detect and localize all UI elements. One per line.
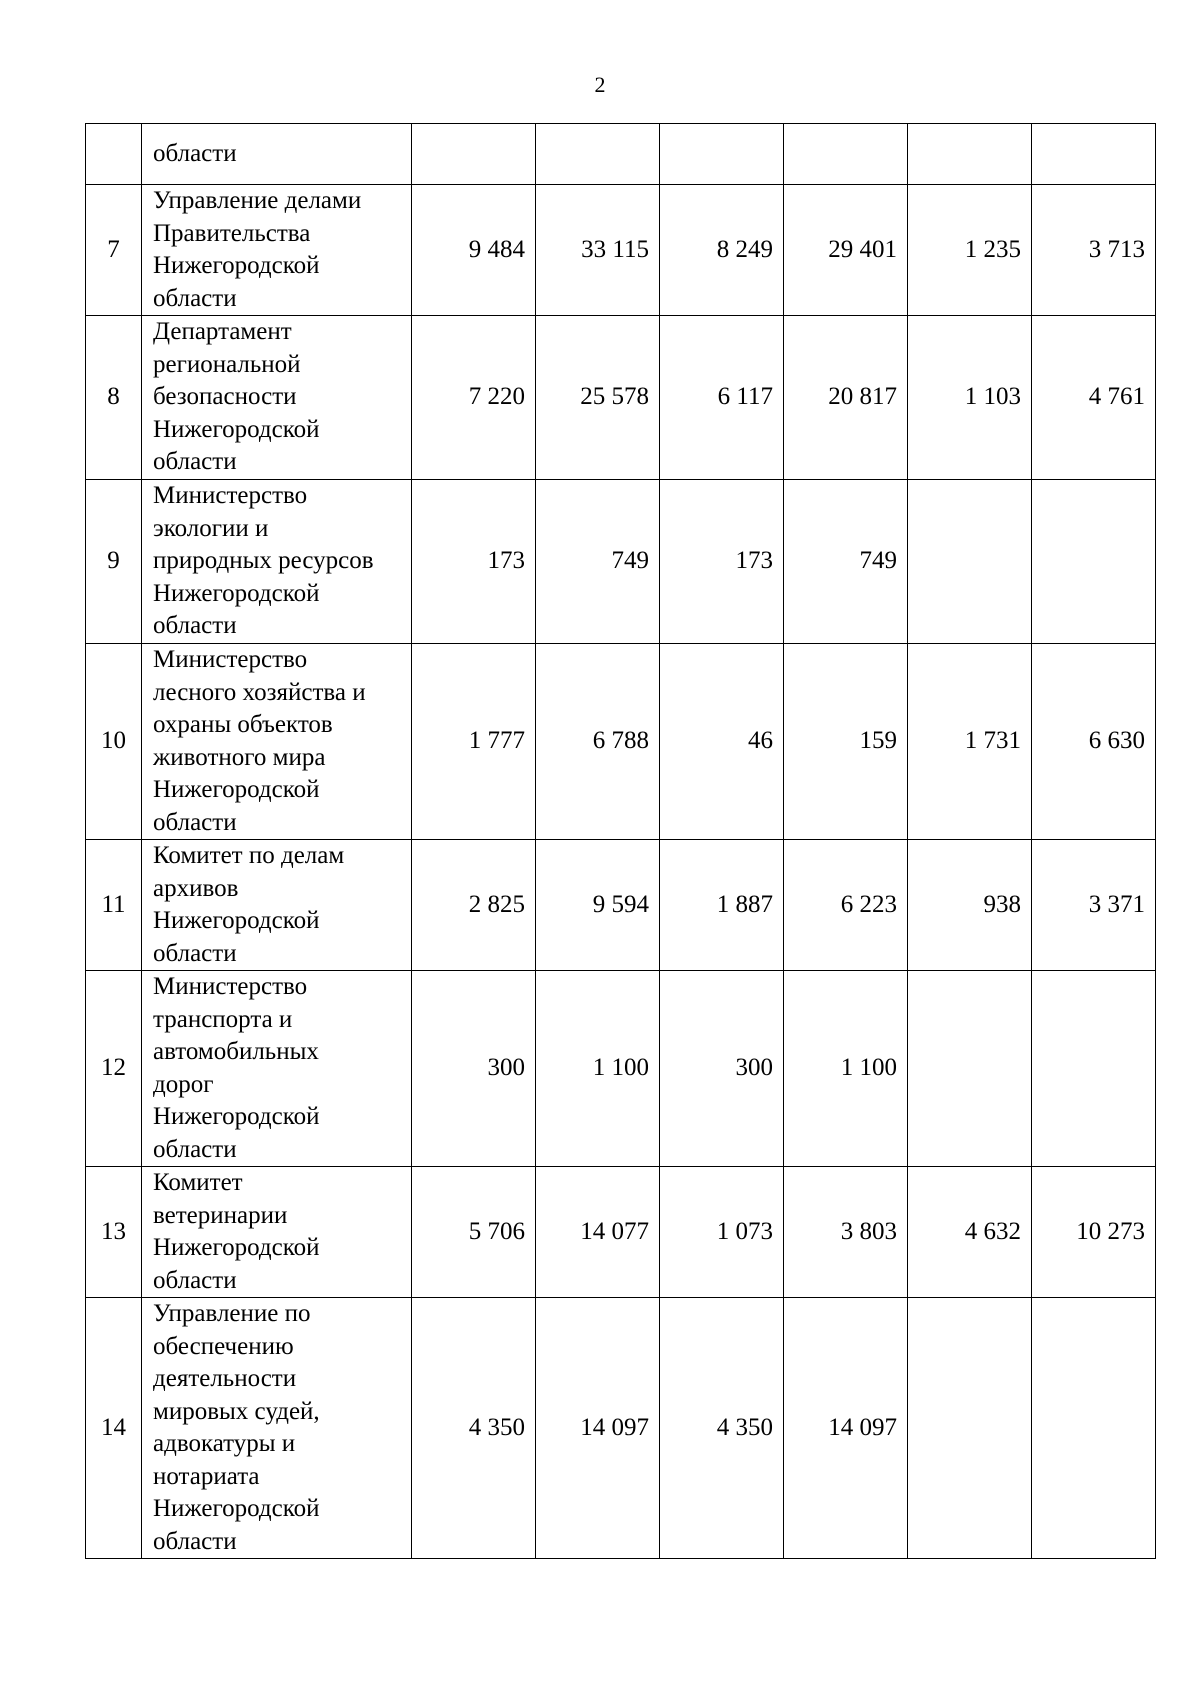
- organization-name-line: Правительства: [153, 219, 311, 247]
- budget-table: [85, 123, 1156, 1559]
- organization-name-line: адвокатуры и: [153, 1430, 296, 1457]
- organization-name-line: области: [153, 1266, 237, 1294]
- organization-name-line: области: [153, 1527, 237, 1555]
- organization-name-line: области: [153, 1135, 237, 1163]
- row-number-cell: 14: [86, 1298, 142, 1559]
- organization-name-line: региональной: [153, 350, 301, 378]
- value-cell-col-3: 46: [660, 644, 784, 840]
- value-cell-col-5: [908, 971, 1032, 1167]
- value-cell-col-5: 4 632: [908, 1167, 1032, 1298]
- value-cell-col-6: 3 713: [1032, 185, 1156, 316]
- table-row: [86, 644, 1156, 840]
- organization-name-cell: [142, 316, 412, 480]
- value-cell-col-6: 10 273: [1032, 1167, 1156, 1298]
- value-cell-col-2: 1 100: [536, 971, 660, 1167]
- value-cell-col-6: [1032, 971, 1156, 1167]
- value-cell-col-3: 4 350: [660, 1298, 784, 1559]
- organization-name-line: области: [153, 139, 237, 167]
- value-cell-col-6: 6 630: [1032, 644, 1156, 840]
- value-cell-col-2: 749: [536, 480, 660, 644]
- value-cell-col-5: 1 235: [908, 185, 1032, 316]
- organization-name-line: мировых судей,: [153, 1397, 320, 1425]
- organization-name-line: Нижегородской: [153, 1234, 320, 1261]
- value-cell-col-1: 173: [412, 480, 536, 644]
- organization-name-line: Нижегородской: [153, 415, 320, 443]
- organization-name-cell: [142, 971, 412, 1167]
- value-cell-col-1: 2 825: [412, 840, 536, 971]
- row-number-cell: 13: [86, 1167, 142, 1298]
- table-row: [86, 316, 1156, 480]
- table-row: [86, 840, 1156, 971]
- value-cell-col-6: [1032, 480, 1156, 644]
- organization-name-line: Нижегородской: [153, 907, 320, 934]
- value-cell-col-1: 1 777: [412, 644, 536, 840]
- value-cell-col-4: 6 223: [784, 840, 908, 971]
- value-cell-col-5: 1 103: [908, 316, 1032, 480]
- organization-name-line: нотариата: [153, 1462, 260, 1490]
- table-row: [86, 1298, 1156, 1559]
- value-cell-col-2: 6 788: [536, 644, 660, 840]
- organization-name-cell: [142, 644, 412, 840]
- organization-name-line: безопасности: [153, 383, 297, 411]
- organization-name-line: Управление делами: [153, 187, 362, 214]
- value-cell-col-4: [784, 124, 908, 185]
- value-cell-col-6: [1032, 124, 1156, 185]
- value-cell-col-1: [412, 124, 536, 185]
- table-row: [86, 971, 1156, 1167]
- organization-name-cell: [142, 480, 412, 644]
- value-cell-col-6: [1032, 1298, 1156, 1559]
- organization-name-line: природных ресурсов: [153, 547, 374, 575]
- organization-name-line: Комитет по делам: [153, 842, 345, 869]
- value-cell-col-5: 1 731: [908, 644, 1032, 840]
- value-cell-col-1: 9 484: [412, 185, 536, 316]
- value-cell-col-4: 1 100: [784, 971, 908, 1167]
- page-number: 2: [594, 72, 606, 97]
- organization-name-line: обеспечению: [153, 1332, 294, 1360]
- organization-name-line: дорог: [153, 1070, 214, 1098]
- value-cell-col-3: 6 117: [660, 316, 784, 480]
- row-number-cell: 8: [86, 316, 142, 480]
- table-row: [86, 124, 1156, 185]
- value-cell-col-5: [908, 1298, 1032, 1559]
- value-cell-col-3: 173: [660, 480, 784, 644]
- organization-name-line: автомобильных: [153, 1038, 319, 1065]
- organization-name-line: области: [153, 612, 237, 640]
- value-cell-col-4: 14 097: [784, 1298, 908, 1559]
- row-number-cell: 9: [86, 480, 142, 644]
- organization-name-cell: [142, 124, 412, 185]
- organization-name-line: деятельности: [153, 1365, 297, 1392]
- organization-name-line: транспорта и: [153, 1005, 293, 1033]
- value-cell-col-2: 33 115: [536, 185, 660, 316]
- value-cell-col-5: [908, 480, 1032, 644]
- value-cell-col-2: 14 097: [536, 1298, 660, 1559]
- organization-name-line: ветеринарии: [153, 1201, 288, 1229]
- organization-name-cell: [142, 1298, 412, 1559]
- value-cell-col-3: 300: [660, 971, 784, 1167]
- organization-name-line: животного мира: [153, 743, 326, 771]
- organization-name-line: лесного хозяйства и: [153, 678, 366, 706]
- organization-name-line: Министерство: [153, 646, 308, 673]
- table-row: [86, 480, 1156, 644]
- organization-name-line: Нижегородской: [153, 252, 320, 279]
- organization-name-line: Нижегородской: [153, 1103, 320, 1130]
- organization-name-line: области: [153, 448, 237, 476]
- organization-name-line: Нижегородской: [153, 776, 320, 803]
- value-cell-col-2: 14 077: [536, 1167, 660, 1298]
- row-number-cell: 11: [86, 840, 142, 971]
- organization-name-cell: [142, 840, 412, 971]
- value-cell-col-2: 25 578: [536, 316, 660, 480]
- value-cell-col-5: 938: [908, 840, 1032, 971]
- organization-name-line: Нижегородской: [153, 579, 320, 607]
- table-row: [86, 185, 1156, 316]
- value-cell-col-4: 20 817: [784, 316, 908, 480]
- organization-name-line: области: [153, 284, 237, 312]
- organization-name-line: охраны объектов: [153, 711, 333, 738]
- row-number-cell: 7: [86, 185, 142, 316]
- value-cell-col-3: 8 249: [660, 185, 784, 316]
- organization-name-line: Комитет: [153, 1169, 243, 1196]
- value-cell-col-4: 159: [784, 644, 908, 840]
- value-cell-col-1: 4 350: [412, 1298, 536, 1559]
- value-cell-col-4: 3 803: [784, 1167, 908, 1298]
- value-cell-col-3: 1 887: [660, 840, 784, 971]
- value-cell-col-6: 4 761: [1032, 316, 1156, 480]
- value-cell-col-3: [660, 124, 784, 185]
- table-body: [86, 124, 1156, 1559]
- organization-name-cell: [142, 1167, 412, 1298]
- row-number-cell: 12: [86, 971, 142, 1167]
- organization-name-line: экологии и: [153, 514, 269, 542]
- value-cell-col-4: 749: [784, 480, 908, 644]
- value-cell-col-4: 29 401: [784, 185, 908, 316]
- row-number-cell: 10: [86, 644, 142, 840]
- value-cell-col-1: 7 220: [412, 316, 536, 480]
- value-cell-col-1: 5 706: [412, 1167, 536, 1298]
- value-cell-col-2: [536, 124, 660, 185]
- value-cell-col-5: [908, 124, 1032, 185]
- row-number-cell: [86, 124, 142, 185]
- organization-name-line: Департамент: [153, 318, 292, 346]
- organization-name-line: области: [153, 939, 237, 967]
- table-row: [86, 1167, 1156, 1298]
- organization-name-cell: [142, 185, 412, 316]
- organization-name-line: области: [153, 808, 237, 836]
- value-cell-col-6: 3 371: [1032, 840, 1156, 971]
- value-cell-col-1: 300: [412, 971, 536, 1167]
- value-cell-col-2: 9 594: [536, 840, 660, 971]
- organization-name-line: Нижегородской: [153, 1495, 320, 1522]
- organization-name-line: Министерство: [153, 482, 308, 510]
- value-cell-col-3: 1 073: [660, 1167, 784, 1298]
- organization-name-line: Министерство: [153, 973, 308, 1000]
- organization-name-line: Управление по: [153, 1300, 311, 1327]
- organization-name-line: архивов: [153, 874, 239, 902]
